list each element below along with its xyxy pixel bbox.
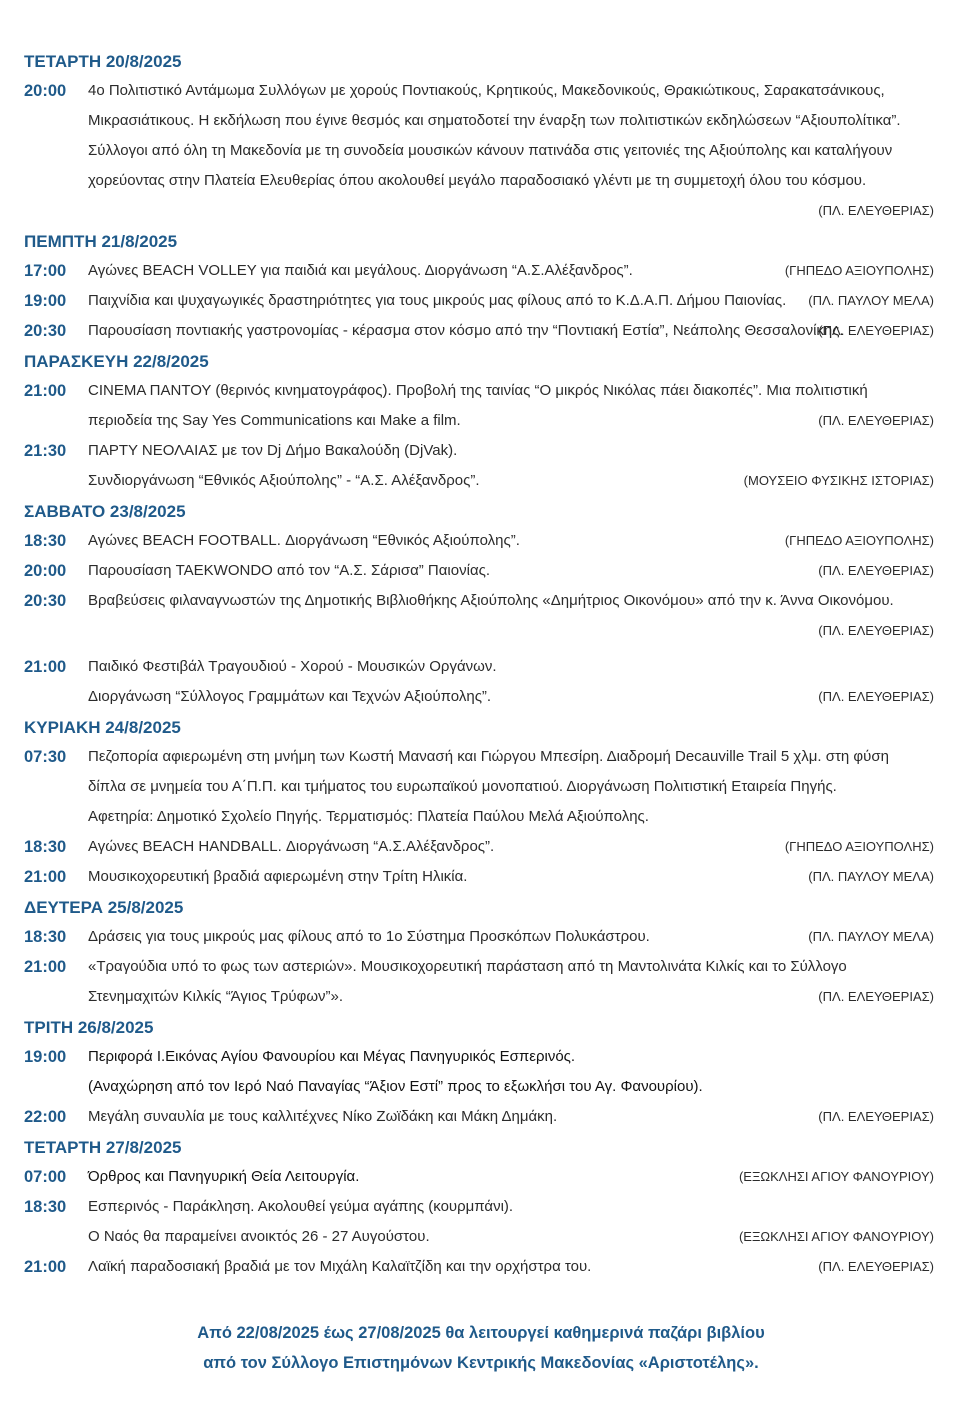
event-line <box>24 316 934 346</box>
event-description: χορεύοντας στην Πλατεία Ελευθερίας όπου ακολουθεί μεγάλο παραδοσιακό γλέντι με τη συμμετοχή όλου του κόσμου. <box>88 172 867 189</box>
event-description: Στενημαχιτών Κιλκίς “Άγιος Τρύφων”». <box>88 988 344 1005</box>
event-description: Μουσικοχορευτική βραδιά αφιερωμένη στην Τρίτη Ηλικία. <box>88 868 468 885</box>
event-item <box>24 586 934 652</box>
event-description: Συνδιοργάνωση “Εθνικός Αξιούπολης” - “Α.Σ. Αλέξανδρος”. <box>88 472 480 489</box>
event-time: 20:30 <box>24 322 67 340</box>
event-item <box>24 376 934 436</box>
event-item <box>24 316 934 346</box>
event-description: Διοργάνωση “Σύλλογος Γραμμάτων και Τεχνών Αξιούπολης”. <box>88 688 492 705</box>
event-item <box>24 1042 934 1102</box>
event-line <box>24 922 934 952</box>
event-description: Παιχνίδια και ψυχαγωγικές δραστηριότητες για τους μικρούς μας φίλους από το Κ.Δ.Α.Π. Δήμου Παιονίας. <box>88 292 787 309</box>
event-description: Βραβεύσεις φιλαναγνωστών της Δημοτικής Βιβλιοθήκης Αξιούπολης «Δημήτριος Οικονόμου» από την κ. Άννα Οικονόμου. <box>88 592 894 609</box>
event-location: (ΕΞΩΚΛΗΣΙ ΑΓΙΟΥ ΦΑΝΟΥΡΙΟΥ) <box>738 1169 934 1184</box>
event-time: 07:30 <box>24 748 67 766</box>
event-description: περιοδεία της Say Yes Communications και Make a film. <box>88 412 461 429</box>
event-line <box>24 742 934 772</box>
event-item <box>24 1162 934 1192</box>
event-time: 07:00 <box>24 1168 67 1186</box>
event-item <box>24 256 934 286</box>
event-line <box>24 1192 934 1222</box>
event-description: Πεζοπορία αφιερωμένη στη μνήμη των Κωστή Μανασή και Γιώργου Μπεσίρη. Διαδρομή Decauville Trail 5 χλμ. στη φύση <box>88 748 889 765</box>
event-time: 20:00 <box>24 82 67 100</box>
event-item <box>24 1192 934 1252</box>
event-line <box>24 1042 934 1072</box>
event-time: 21:00 <box>24 958 67 976</box>
event-time: 21:00 <box>24 1258 67 1276</box>
day-heading: ΠΕΜΠΤΗ 21/8/2025 <box>24 232 178 251</box>
event-description: Όρθρος και Πανηγυρική Θεία Λειτουργία. <box>88 1168 360 1185</box>
event-location: (ΓΗΠΕΔΟ ΑΞΙΟΥΠΟΛΗΣ) <box>784 533 934 548</box>
event-description: Παιδικό Φεστιβάλ Τραγουδιού - Χορού - Μουσικών Οργάνων. <box>88 658 497 675</box>
event-location: (ΠΛ. ΕΛΕΥΘΕΡΙΑΣ) <box>818 989 934 1004</box>
event-item <box>24 1252 934 1282</box>
event-item <box>24 952 934 1012</box>
event-description: 4ο Πολιτιστικό Αντάμωμα Συλλόγων με χορούς Ποντιακούς, Κρητικούς, Μακεδονικούς, Θρακιώτικους, Σαρακατσάνικους, <box>88 82 885 99</box>
event-description: Λαϊκή παραδοσιακή βραδιά με τον Μιχάλη Καλαϊτζίδη και την ορχήστρα του. <box>88 1258 592 1275</box>
event-item <box>24 286 934 316</box>
event-description: CINEMA ΠΑΝΤΟΥ (θερινός κινηματογράφος). Προβολή της ταινίας “Ο μικρός Νικόλας πάει διακοπές”. Μια πολιτιστική <box>88 382 868 399</box>
day-heading: ΠΑΡΑΣΚΕΥΗ 22/8/2025 <box>24 352 209 371</box>
event-line <box>24 106 934 136</box>
event-location: (ΠΛ. ΕΛΕΥΘΕΡΙΑΣ) <box>818 1109 934 1124</box>
event-line <box>24 952 934 982</box>
event-line <box>24 682 934 712</box>
event-time: 21:30 <box>24 442 67 460</box>
event-line <box>24 136 934 166</box>
event-time: 18:30 <box>24 838 67 856</box>
event-item <box>24 862 934 892</box>
event-description: Παρουσίαση ποντιακής γαστρονομίας - κέρασμα στον κόσμο από την “Ποντιακή Εστία”, Νεάπολης Θεσσαλονίκης. <box>88 322 844 339</box>
event-description: Αγώνες BEACH HANDBALL. Διοργάνωση “Α.Σ.Αλέξανδρος”. <box>88 838 495 855</box>
event-time: 21:00 <box>24 868 67 886</box>
event-description: Παρουσίαση TAEKWONDO από τον “Α.Σ. Σάρισα” Παιονίας. <box>88 562 491 579</box>
event-item <box>24 556 934 586</box>
event-location: (ΓΗΠΕΔΟ ΑΞΙΟΥΠΟΛΗΣ) <box>784 263 934 278</box>
event-location: (ΜΟΥΣΕΙΟ ΦΥΣΙΚΗΣ ΙΣΤΟΡΙΑΣ) <box>743 473 934 488</box>
event-description: Μικρασιάτικους. Η εκδήλωση που έγινε θεσμός και σηματοδοτεί την έναρξη των πολιτιστικών εκδηλώσεων “Αξιουπολίτικα”. <box>88 112 901 129</box>
event-line <box>24 466 934 496</box>
event-line <box>24 802 934 832</box>
event-time: 22:00 <box>24 1108 67 1126</box>
event-location: (ΠΛ. ΠΑΥΛΟΥ ΜΕΛΑ) <box>808 929 934 944</box>
event-item <box>24 76 934 226</box>
event-item <box>24 652 934 712</box>
event-line <box>24 772 934 802</box>
event-description: Αγώνες BEACH VOLLEY για παιδιά και μεγάλους. Διοργάνωση “Α.Σ.Αλέξανδρος”. <box>88 262 633 279</box>
event-description: Δράσεις για τους μικρούς μας φίλους από το 1ο Σύστημα Προσκόπων Πολυκάστρου. <box>88 928 650 945</box>
event-line <box>24 982 934 1012</box>
event-description: Αφετηρία: Δημοτικό Σχολείο Πηγής. Τερματισμός: Πλατεία Παύλου Μελά Αξιούπολης. <box>88 808 649 825</box>
event-description: «Τραγούδια υπό το φως των αστεριών». Μουσικοχορευτική παράσταση από τη Μαντολινάτα Κιλκίς και το Σύλλογο <box>88 958 847 975</box>
event-line <box>24 1222 934 1252</box>
event-location: (ΠΛ. ΕΛΕΥΘΕΡΙΑΣ) <box>818 413 934 428</box>
event-location: (ΠΛ. ΕΛΕΥΘΕΡΙΑΣ) <box>818 323 934 338</box>
event-description: Ο Ναός θα παραμείνει ανοικτός 26 - 27 Αυγούστου. <box>88 1228 430 1245</box>
day-heading: ΤΕΤΑΡΤΗ 20/8/2025 <box>24 52 182 71</box>
event-item <box>24 742 934 832</box>
event-line <box>24 1072 934 1102</box>
event-time: 17:00 <box>24 262 67 280</box>
event-line <box>24 256 934 286</box>
event-line <box>24 1102 934 1132</box>
event-location: (ΠΛ. ΕΛΕΥΘΕΡΙΑΣ) <box>818 563 934 578</box>
event-line <box>24 556 934 586</box>
event-location: (ΠΛ. ΕΛΕΥΘΕΡΙΑΣ) <box>818 623 934 638</box>
event-time: 21:00 <box>24 658 67 676</box>
event-time: 19:00 <box>24 1048 67 1066</box>
event-line <box>24 862 934 892</box>
event-line <box>24 166 934 196</box>
event-item <box>24 1102 934 1132</box>
event-location: (ΕΞΩΚΛΗΣΙ ΑΓΙΟΥ ΦΑΝΟΥΡΙΟΥ) <box>738 1229 934 1244</box>
event-time: 20:00 <box>24 562 67 580</box>
event-description: ΠΑΡΤΥ ΝΕΟΛΑΙΑΣ με τον Dj Δήμο Βακαλούδη (DjVak). <box>88 442 458 459</box>
event-location: (ΠΛ. ΕΛΕΥΘΕΡΙΑΣ) <box>818 1259 934 1274</box>
event-location-line <box>24 196 934 226</box>
footer-line-1: Από 22/08/2025 έως 27/08/2025 θα λειτουργεί καθημερινά παζάρι βιβλίου <box>197 1324 765 1342</box>
schedule <box>24 46 934 1282</box>
event-description: Μεγάλη συναυλία με τους καλλιτέχνες Νίκο Ζωϊδάκη και Μάκη Δημάκη. <box>88 1108 558 1125</box>
event-location: (ΠΛ. ΕΛΕΥΘΕΡΙΑΣ) <box>818 689 934 704</box>
event-location: (ΠΛ. ΠΑΥΛΟΥ ΜΕΛΑ) <box>808 293 934 308</box>
event-time: 18:30 <box>24 532 67 550</box>
day-heading: ΤΡΙΤΗ 26/8/2025 <box>24 1018 154 1037</box>
event-line <box>24 652 934 682</box>
footer-line-2: από τον Σύλλογο Επιστημόνων Κεντρικής Μακεδονίας «Αριστοτέλης». <box>203 1354 759 1372</box>
event-description: Περιφορά Ι.Εικόνας Αγίου Φανουρίου και Μέγας Πανηγυρικός Εσπερινός. <box>88 1048 576 1065</box>
event-item <box>24 832 934 862</box>
event-line <box>24 286 934 316</box>
event-location: (ΠΛ. ΕΛΕΥΘΕΡΙΑΣ) <box>818 203 934 218</box>
event-time: 21:00 <box>24 382 67 400</box>
event-line <box>24 1252 934 1282</box>
event-line <box>24 586 934 616</box>
day-heading: ΔΕΥΤΕΡΑ 25/8/2025 <box>24 898 184 917</box>
event-description: Εσπερινός - Παράκληση. Ακολουθεί γεύμα αγάπης (κουρμπάνι). <box>88 1198 514 1215</box>
event-item <box>24 922 934 952</box>
event-time: 19:00 <box>24 292 67 310</box>
event-line <box>24 436 934 466</box>
event-location: (ΠΛ. ΠΑΥΛΟΥ ΜΕΛΑ) <box>808 869 934 884</box>
event-item <box>24 436 934 496</box>
event-description: Αγώνες BEACH FOOTBALL. Διοργάνωση “Εθνικός Αξιούπολης”. <box>88 532 520 549</box>
event-line <box>24 76 934 106</box>
event-time: 18:30 <box>24 1198 67 1216</box>
event-description: Σύλλογοι από όλη τη Μακεδονία με τη συνοδεία μουσικών κάνουν πατινάδα στις γειτονιές της Αξιούπολης και καταλήγουν <box>88 142 893 159</box>
event-description: δίπλα σε μνημεία του Α΄Π.Π. και τμήματος του ευρωπαϊκού μονοπατιού. Διοργάνωση Πολιτιστική Εταιρεία Πηγής. <box>88 778 837 795</box>
day-heading: ΣΑΒΒΑΤΟ 23/8/2025 <box>24 502 186 521</box>
event-line <box>24 406 934 436</box>
event-line <box>24 526 934 556</box>
book-fair-notice <box>0 1318 962 1378</box>
event-description: (Αναχώρηση από τον Ιερό Ναό Παναγίας “Άξιον Εστί” προς το εξωκλήσι του Αγ. Φανουρίου). <box>88 1078 703 1095</box>
day-heading: ΤΕΤΑΡΤΗ 27/8/2025 <box>24 1138 182 1157</box>
event-location-line <box>24 616 934 646</box>
event-time: 20:30 <box>24 592 67 610</box>
event-line <box>24 1162 934 1192</box>
event-line <box>24 376 934 406</box>
day-heading: ΚΥΡΙΑΚΗ 24/8/2025 <box>24 718 181 737</box>
event-line <box>24 832 934 862</box>
event-item <box>24 526 934 556</box>
event-location: (ΓΗΠΕΔΟ ΑΞΙΟΥΠΟΛΗΣ) <box>784 839 934 854</box>
event-time: 18:30 <box>24 928 67 946</box>
